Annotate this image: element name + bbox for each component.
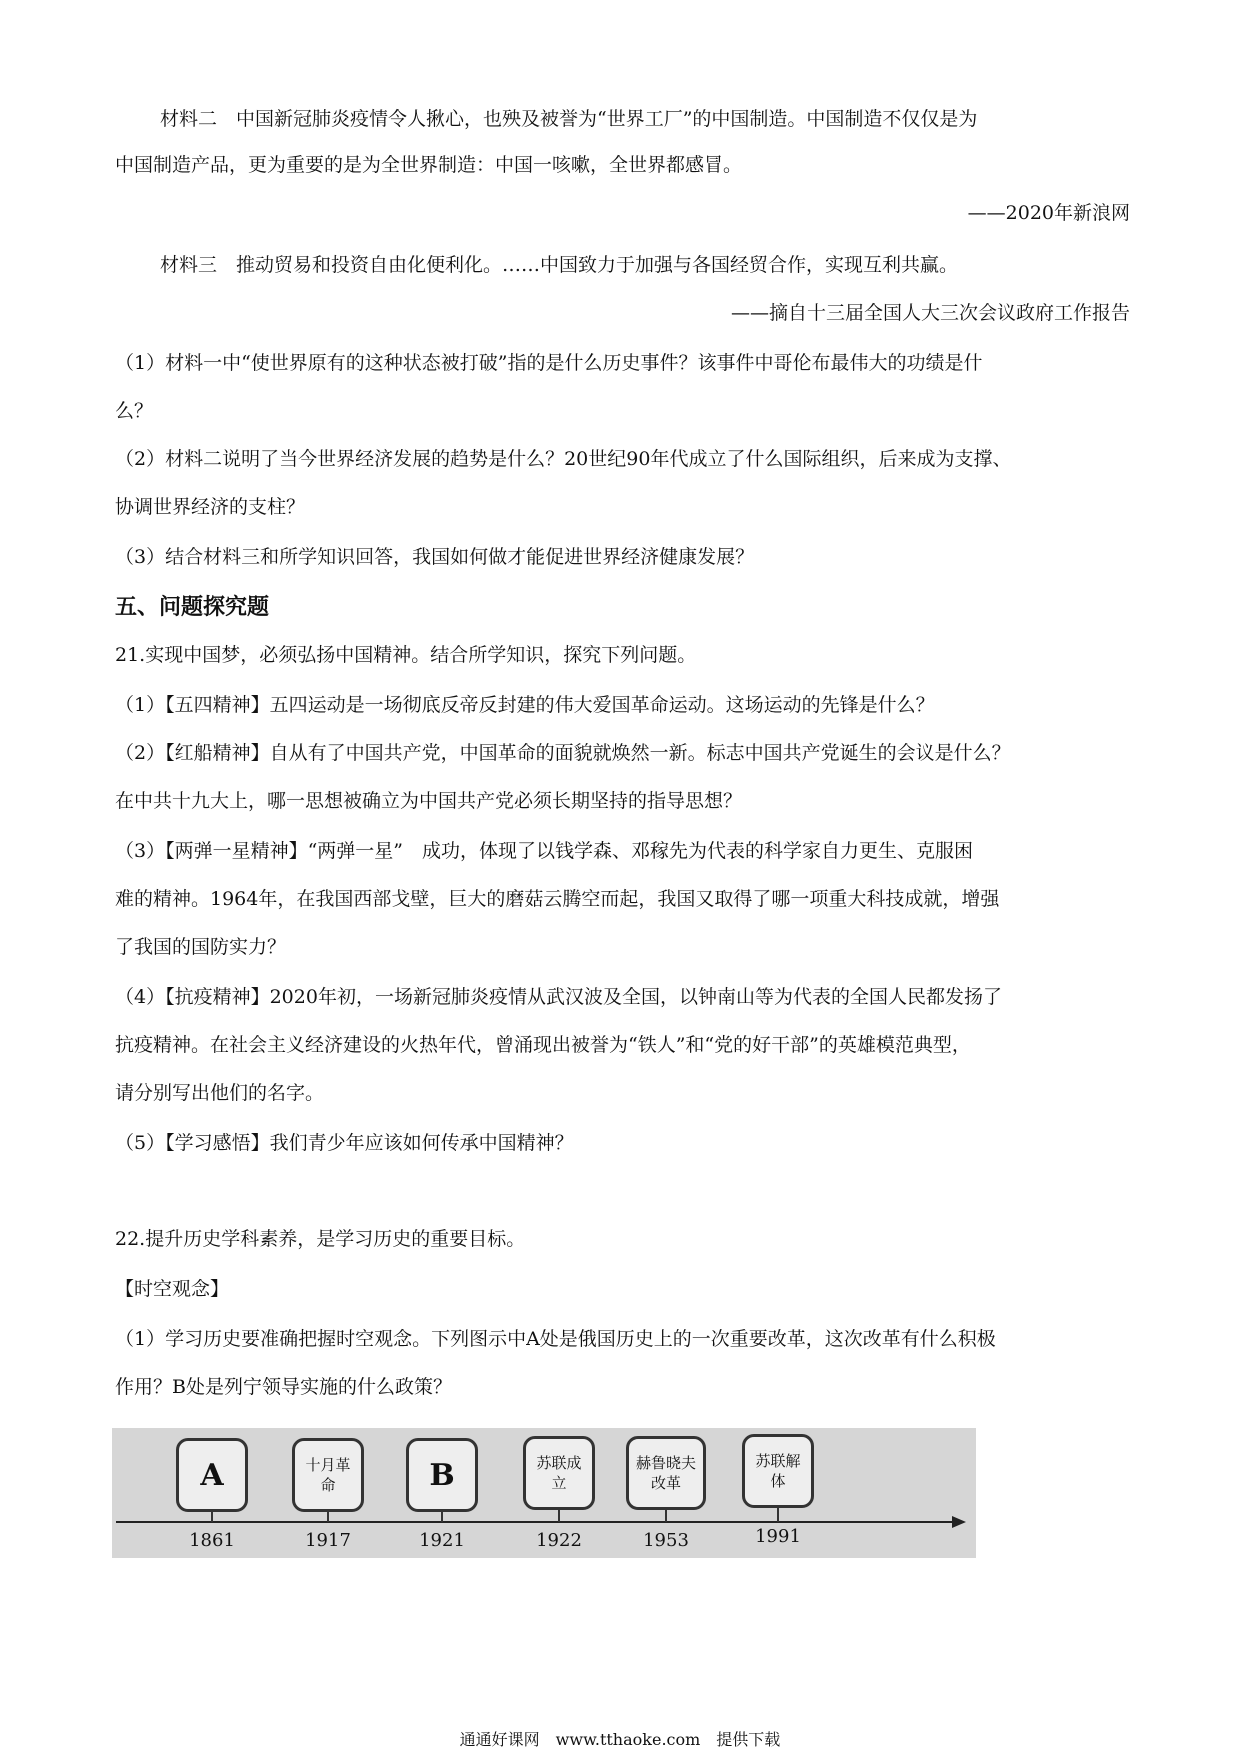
- timeline-event-label: 赫鲁晓夫改革: [636, 1454, 697, 1492]
- timeline-axis: [116, 1521, 956, 1523]
- q22-stem: 22.提升历史学科素养，是学习历史的重要目标。: [115, 1228, 526, 1250]
- q20-part2-line1: （2）材料二说明了当今世界经济发展的趋势是什么？20世纪90年代成立了什么国际组织，后来成为支撑、: [115, 448, 1012, 470]
- timeline-year: 1921: [419, 1530, 465, 1551]
- timeline-figure: [112, 1428, 976, 1558]
- timeline-year: 1922: [536, 1530, 582, 1551]
- q21-part5: （5）【学习感悟】我们青少年应该如何传承中国精神？: [115, 1132, 574, 1154]
- q20-part1-line1: （1）材料一中“使世界原有的这种状态被打破”指的是什么历史事件？该事件中哥伦布最伟大的功绩是什: [115, 352, 983, 374]
- q22-part1-line2: 作用？B处是列宁领导实施的什么政策？: [115, 1376, 452, 1398]
- material3-source: ——摘自十三届全国人大三次会议政府工作报告: [730, 302, 1130, 324]
- timeline-event-october-revolution: [292, 1438, 364, 1512]
- timeline-event-label: 十月革命: [305, 1456, 351, 1494]
- timeline-stem: [327, 1512, 329, 1522]
- q21-part4-line1: （4）【抗疫精神】2020年初，一场新冠肺炎疫情从武汉波及全国，以钟南山等为代表的全国人民都发扬了: [115, 986, 1002, 1008]
- page-footer: 通通好课网 www.tthaoke.com 提供下载: [459, 1730, 781, 1749]
- q21-stem: 21.实现中国梦，必须弘扬中国精神。结合所学知识，探究下列问题。: [115, 644, 697, 666]
- timeline-stem: [558, 1510, 560, 1522]
- timeline-event-ussr-dissolved: [742, 1434, 814, 1508]
- timeline-stem: [665, 1510, 667, 1522]
- timeline-year: 1991: [755, 1526, 801, 1547]
- material3-line1: 材料三 推动贸易和投资自由化便利化。……中国致力于加强与各国经贸合作，实现互利共赢。: [160, 254, 959, 276]
- q21-part2-line2: 在中共十九大上，哪一思想被确立为中国共产党必须长期坚持的指导思想？: [115, 790, 743, 812]
- timeline-event-label: A: [200, 1457, 224, 1493]
- timeline-event-label: 苏联成立: [536, 1454, 582, 1492]
- q21-part3-line3: 了我国的国防实力？: [115, 936, 287, 958]
- timeline-year: 1953: [643, 1530, 689, 1551]
- q20-part1-line2: 么？: [115, 400, 154, 422]
- q21-part2-line1: （2）【红船精神】自从有了中国共产党，中国革命的面貌就焕然一新。标志中国共产党诞生的会议是什么？: [115, 742, 1011, 764]
- timeline-event-label: 苏联解体: [755, 1452, 801, 1490]
- material2-line2: 中国制造产品，更为重要的是为全世界制造：中国一咳嗽，全世界都感冒。: [115, 154, 743, 176]
- timeline-arrowhead: [952, 1516, 966, 1528]
- timeline-event-b: [406, 1438, 478, 1512]
- timeline-year: 1861: [189, 1530, 235, 1551]
- q21-part1: （1）【五四精神】五四运动是一场彻底反帝反封建的伟大爱国革命运动。这场运动的先锋是什么？: [115, 694, 935, 716]
- section5-title: 五、问题探究题: [115, 595, 270, 620]
- q22-subhead: 【时空观念】: [115, 1278, 230, 1300]
- q21-part4-line2: 抗疫精神。在社会主义经济建设的火热年代，曾涌现出被誉为“铁人”和“党的好干部”的英雄模范典型，: [115, 1034, 971, 1056]
- timeline-stem: [777, 1508, 779, 1522]
- q21-part3-line2: 难的精神。1964年，在我国西部戈壁，巨大的磨菇云腾空而起，我国又取得了哪一项重大科技成就，增强: [115, 888, 1000, 910]
- q20-part2-line2: 协调世界经济的支柱？: [115, 496, 306, 518]
- timeline-event-khrushchev-reform: [626, 1436, 706, 1510]
- q20-part3: （3）结合材料三和所学知识回答，我国如何做才能促进世界经济健康发展？: [115, 546, 755, 568]
- q22-part1-line1: （1）学习历史要准确把握时空观念。下列图示中A处是俄国历史上的一次重要改革，这次改革有什么积极: [115, 1328, 996, 1350]
- timeline-event-label: B: [429, 1457, 455, 1493]
- material2-line1: 材料二 中国新冠肺炎疫情令人揪心，也殃及被誉为“世界工厂”的中国制造。中国制造不仅仅是为: [160, 108, 978, 130]
- timeline-event-a: [176, 1438, 248, 1512]
- q21-part4-line3: 请分别写出他们的名字。: [115, 1082, 325, 1104]
- timeline-event-ussr-founded: [523, 1436, 595, 1510]
- timeline-stem: [441, 1512, 443, 1522]
- q21-part3-line1: （3）【两弹一星精神】“两弹一星” 成功，体现了以钱学森、邓稼先为代表的科学家自力更生、克服困: [115, 840, 974, 862]
- timeline-year: 1917: [305, 1530, 351, 1551]
- timeline-stem: [211, 1512, 213, 1522]
- material2-source: ——2020年新浪网: [967, 202, 1130, 224]
